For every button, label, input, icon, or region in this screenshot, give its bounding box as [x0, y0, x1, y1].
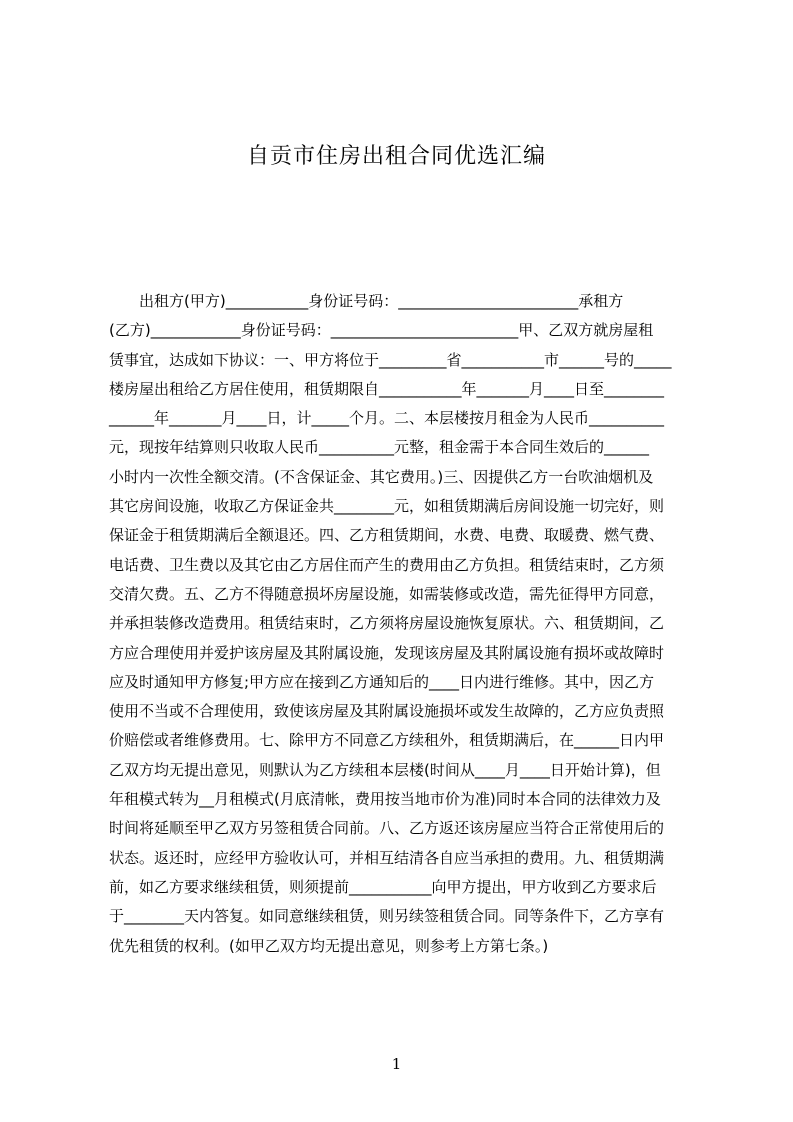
- body-line: 出租方(甲方)___________身份证号码：________________________承租方: [109, 292, 624, 310]
- body-line: 状态。返还时，应经甲方验收认可，并相互结清各自应当承担的费用。九、租赁期满: [109, 848, 665, 867]
- body-line: 方应合理使用并爱护该房屋及其附属设施，发现该房屋及其附属设施有损坏或故障时: [109, 643, 665, 662]
- body-line: 元，现按年结算则只收取人民币__________元整，租金需于本合同生效后的______: [109, 438, 650, 457]
- contract-body: [109, 287, 697, 955]
- body-line: 使用不当或不合理使用，致使该房屋及其附属设施损坏或发生故障的，乙方应负责照: [109, 702, 665, 721]
- body-line: 其它房间设施，收取乙方保证金共________元，如租赁期满后房间设施一切完好，则: [109, 497, 665, 516]
- page-number: 1: [391, 1055, 402, 1073]
- body-line: 小时内一次性全额交清。(不含保证金、其它费用。)三、因提供乙方一台吹油烟机及: [109, 467, 654, 486]
- body-line: 并承担装修改造费用。租赁结束时，乙方须将房屋设施恢复原状。六、租赁期间，乙: [109, 614, 665, 633]
- body-line: 交清欠费。五、乙方不得随意损坏房屋设施，如需装修或改造，需先征得甲方同意，: [109, 584, 665, 603]
- body-line: 楼房屋出租给乙方居住使用，租赁期限自___________年_______月____日至________: [109, 379, 665, 398]
- body-line: (乙方)____________身份证号码：_________________________甲、乙双方就房屋租: [109, 321, 654, 340]
- body-line: 时间将延顺至甲乙双方另签租赁合同前。八、乙方返还该房屋应当符合正常使用后的: [109, 819, 665, 838]
- body-line: 应及时通知甲方修复;甲方应在接到乙方通知后的____日内进行维修。其中，因乙方: [109, 672, 655, 691]
- body-line: 优先租赁的权利。(如甲乙双方均无提出意见，则参考上方第七条。): [109, 936, 549, 955]
- body-line: 乙双方均无提出意见，则默认为乙方续租本层楼(时间从____月____日开始计算)，但: [109, 760, 661, 779]
- body-line: 前，如乙方要求继续租赁，则须提前___________向甲方提出，甲方收到乙方要求后: [109, 877, 657, 896]
- body-line: 赁事宜，达成如下协议：一、甲方将位于_________省___________市______号的_____: [109, 350, 672, 369]
- body-line: 年租模式转为__月租模式(月底清帐，费用按当地市价为准)同时本合同的法律效力及: [109, 790, 661, 809]
- body-line: ______年_______月____日，计_____个月。二、本层楼按月租金为人民币__________: [109, 409, 665, 428]
- body-line: 于________天内答复。如同意继续租赁，则另续签租赁合同。同等条件下，乙方享有: [109, 907, 665, 926]
- document-title: 自贡市住房出租合同优选汇编: [246, 144, 546, 169]
- body-line: 价赔偿或者维修费用。七、除甲方不同意乙方续租外，租赁期满后，在______日内甲: [109, 731, 665, 750]
- body-line: 电话费、卫生费以及其它由乙方居住而产生的费用由乙方负担。租赁结束时，乙方须: [109, 555, 665, 574]
- body-line: 保证金于租赁期满后全额退还。四、乙方租赁期间，水费、电费、取暖费、燃气费、: [109, 526, 665, 545]
